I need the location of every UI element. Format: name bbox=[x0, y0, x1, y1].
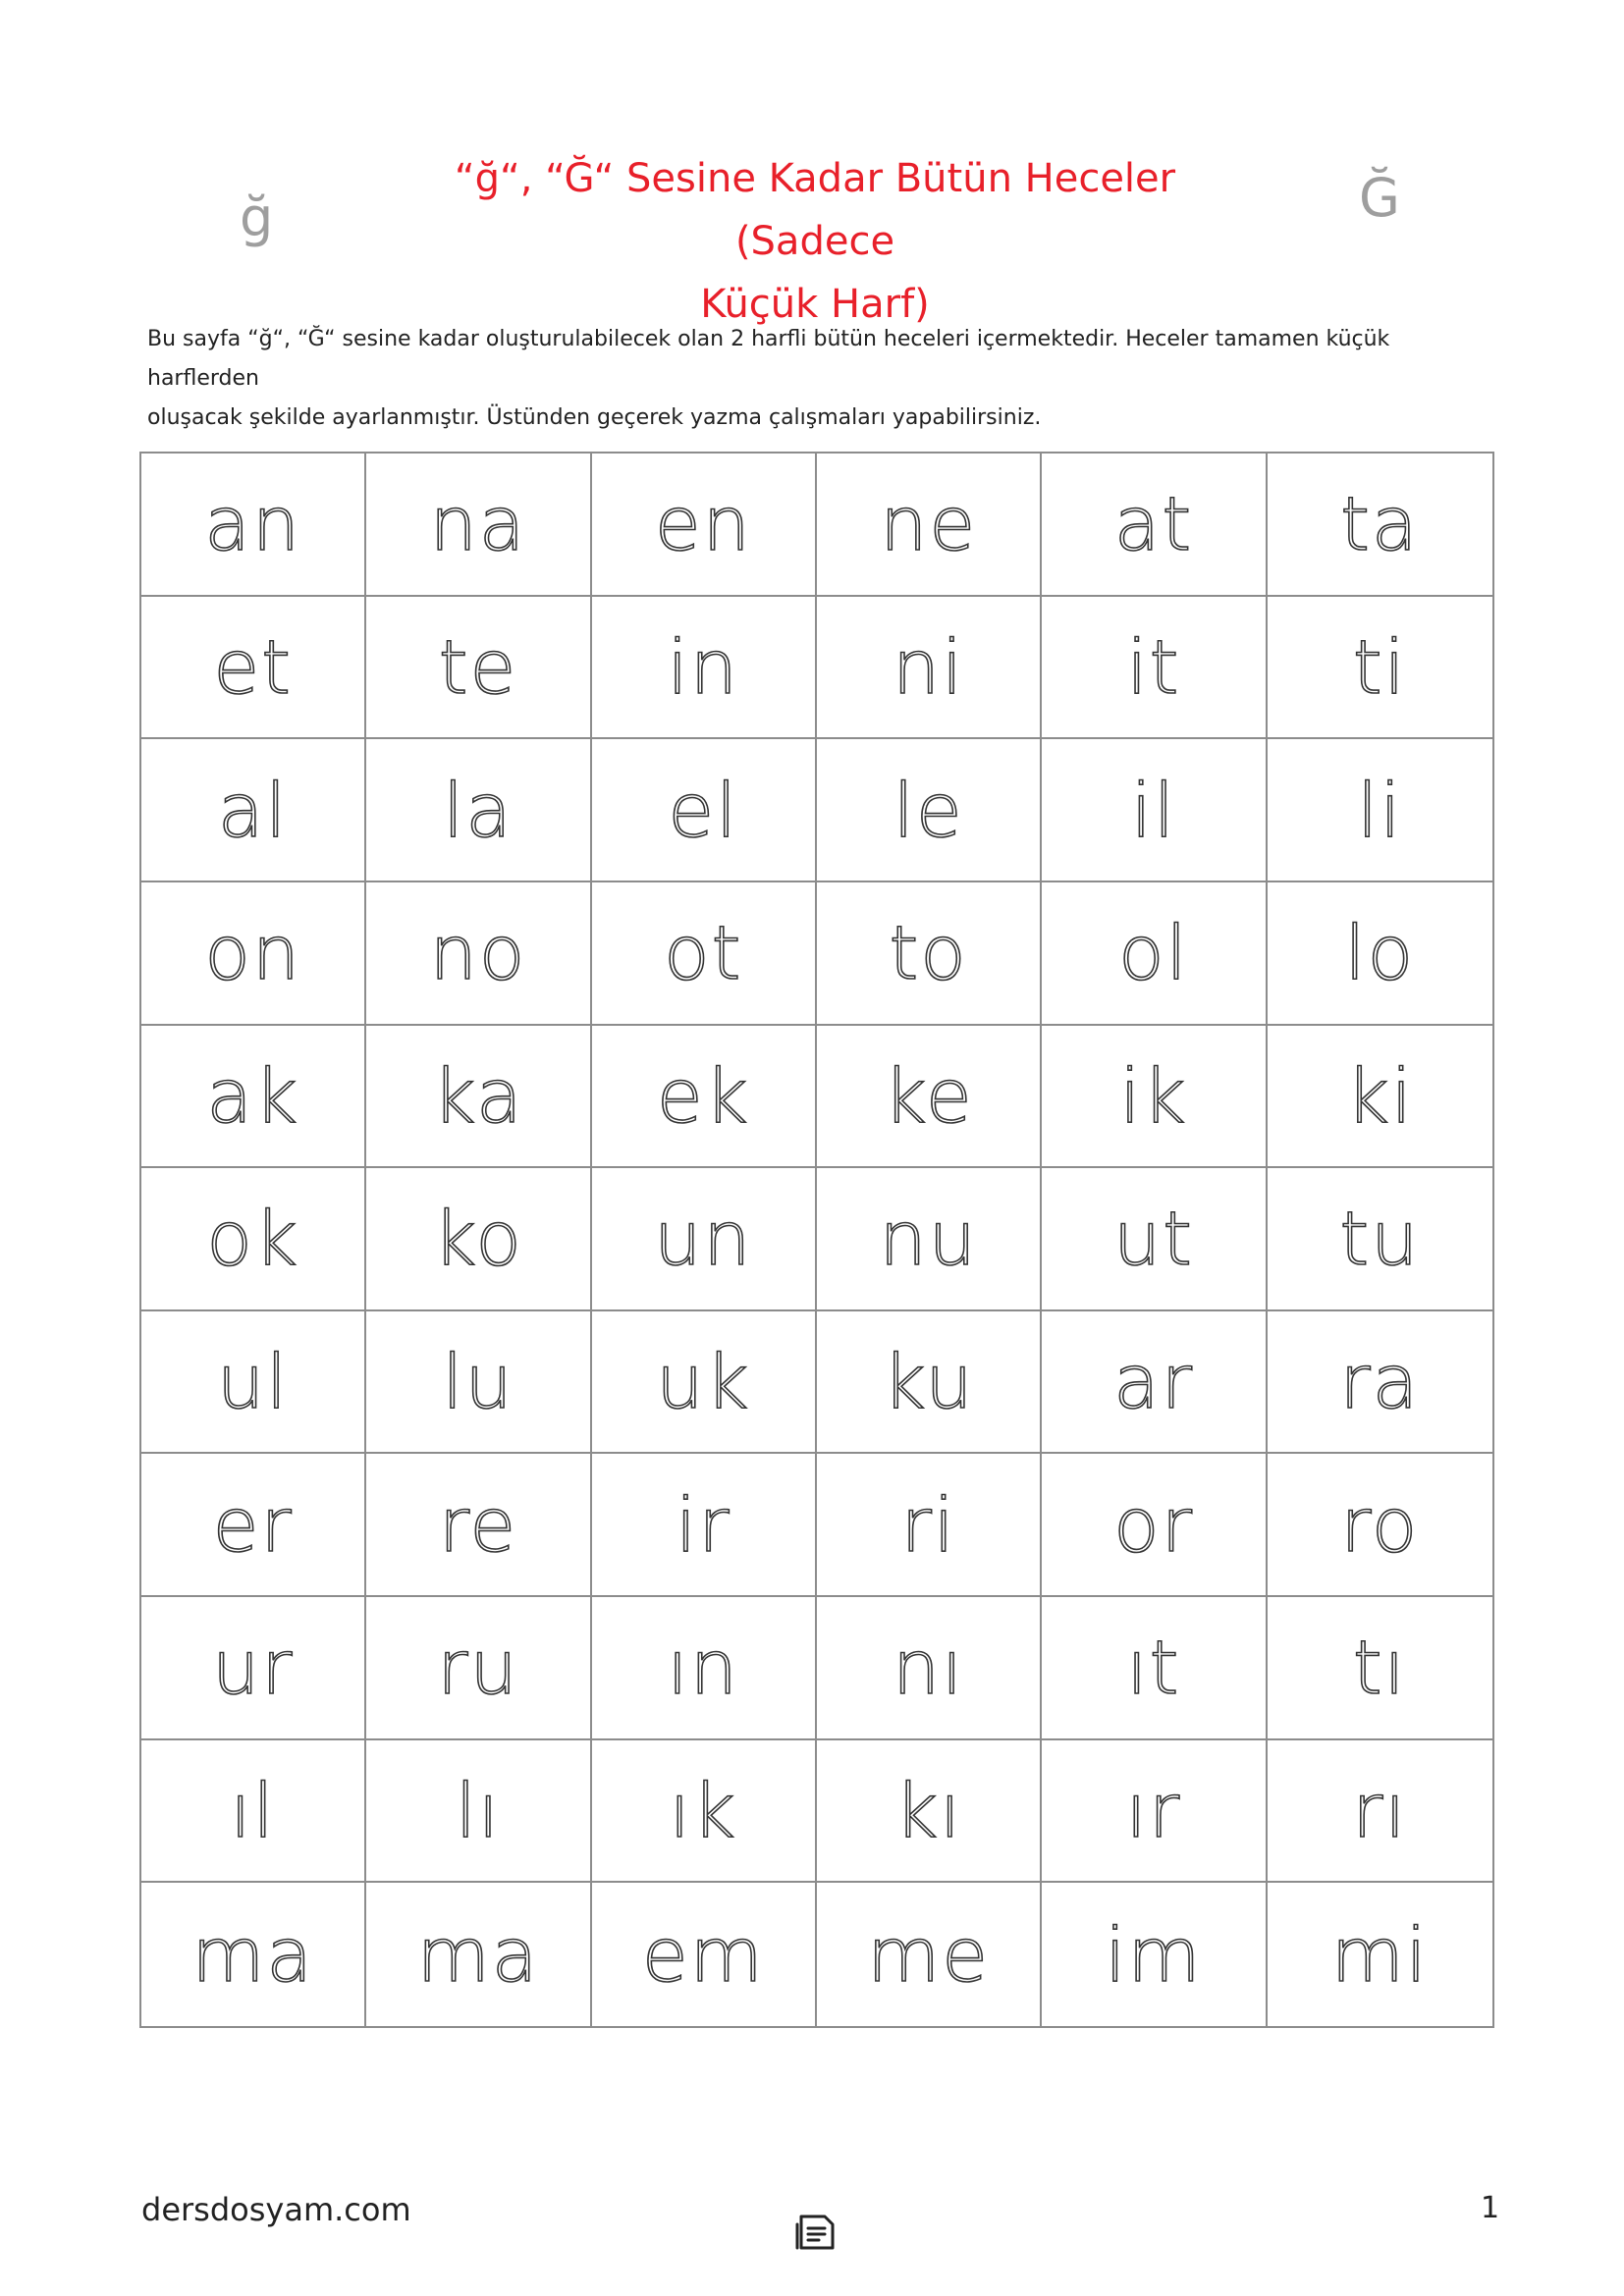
grid-cell bbox=[141, 1311, 366, 1455]
syllable-text: ma bbox=[191, 1910, 314, 1999]
grid-cell bbox=[1268, 1454, 1492, 1597]
syllable-text: lo bbox=[1344, 909, 1416, 997]
syllable-text: no bbox=[429, 909, 527, 997]
corner-letter-left: ğ bbox=[240, 187, 274, 248]
page-title bbox=[373, 147, 1257, 336]
grid-cell bbox=[592, 1026, 817, 1169]
syllable-text: ik bbox=[1119, 1051, 1188, 1140]
grid-cell bbox=[592, 597, 817, 740]
syllable-text: ur bbox=[211, 1624, 295, 1712]
grid-cell bbox=[817, 1168, 1042, 1311]
syllable-text: nu bbox=[879, 1195, 978, 1283]
grid-cell bbox=[141, 882, 366, 1026]
grid-cell bbox=[1268, 1026, 1492, 1169]
syllable-text: el bbox=[668, 766, 739, 854]
grid-cell bbox=[366, 1740, 591, 1884]
syllable-text: mi bbox=[1330, 1910, 1429, 1999]
description-line-1: Bu sayfa “ğ“, “Ğ“ sesine kadar oluşturulabilecek olan 2 harfli bütün heceleri içermektedir. Heceler tamamen küçük harflerden bbox=[147, 327, 1390, 391]
grid-cell bbox=[366, 739, 591, 882]
page-number: 1 bbox=[1481, 2191, 1500, 2225]
grid-cell bbox=[1042, 1883, 1267, 2026]
syllable-text: ma bbox=[416, 1910, 540, 1999]
syllable-text: ul bbox=[217, 1338, 290, 1426]
grid-cell bbox=[817, 1026, 1042, 1169]
grid-cell bbox=[1268, 1597, 1492, 1740]
syllable-text: et bbox=[213, 622, 293, 711]
grid-cell bbox=[817, 1597, 1042, 1740]
grid-cell bbox=[592, 1168, 817, 1311]
grid-cell bbox=[141, 597, 366, 740]
syllable-text: ot bbox=[664, 909, 743, 997]
syllable-text: ak bbox=[206, 1051, 299, 1140]
syllable-text: al bbox=[217, 766, 289, 854]
grid-cell bbox=[366, 597, 591, 740]
syllable-text: ık bbox=[669, 1767, 737, 1855]
syllable-text: ke bbox=[883, 1051, 974, 1140]
grid-cell bbox=[817, 597, 1042, 740]
grid-cell bbox=[817, 882, 1042, 1026]
grid-cell bbox=[1042, 1597, 1267, 1740]
grid-cell bbox=[1042, 739, 1267, 882]
syllable-text: ın bbox=[667, 1624, 739, 1712]
grid-cell bbox=[817, 1883, 1042, 2026]
syllable-text: ne bbox=[880, 480, 978, 568]
grid-cell bbox=[1042, 1026, 1267, 1169]
grid-cell bbox=[1268, 597, 1492, 740]
grid-cell bbox=[141, 1454, 366, 1597]
grid-cell bbox=[592, 454, 817, 597]
grid-cell bbox=[817, 454, 1042, 597]
syllable-text: ıl bbox=[230, 1767, 276, 1855]
grid-cell bbox=[592, 1883, 817, 2026]
grid-cell bbox=[592, 739, 817, 882]
syllable-text: ıt bbox=[1126, 1624, 1181, 1712]
grid-cell bbox=[817, 1740, 1042, 1884]
syllable-text: ır bbox=[1125, 1767, 1182, 1855]
syllable-text: ri bbox=[900, 1480, 956, 1569]
syllable-text: li bbox=[1357, 766, 1403, 854]
syllable-text: ka bbox=[432, 1051, 524, 1140]
syllable-text: in bbox=[667, 622, 739, 711]
grid-cell bbox=[366, 882, 591, 1026]
grid-cell bbox=[1042, 454, 1267, 597]
syllable-text: ni bbox=[893, 622, 965, 711]
syllable-text: im bbox=[1105, 1910, 1203, 1999]
grid-cell bbox=[141, 739, 366, 882]
corner-letter-right: Ğ bbox=[1359, 167, 1400, 229]
syllable-text: na bbox=[429, 480, 527, 568]
grid-cell bbox=[817, 1454, 1042, 1597]
grid-cell bbox=[141, 454, 366, 597]
grid-cell bbox=[141, 1026, 366, 1169]
syllable-text: on bbox=[204, 909, 301, 997]
syllable-text: ar bbox=[1113, 1338, 1194, 1426]
grid-cell bbox=[592, 1311, 817, 1455]
syllable-text: il bbox=[1130, 766, 1177, 854]
syllable-text: un bbox=[654, 1195, 753, 1283]
syllable-text: re bbox=[438, 1480, 518, 1569]
syllable-text: ti bbox=[1352, 622, 1407, 711]
syllable-text: ol bbox=[1118, 909, 1189, 997]
grid-cell bbox=[592, 1454, 817, 1597]
grid-cell bbox=[592, 1597, 817, 1740]
syllable-text: ir bbox=[676, 1480, 731, 1569]
grid-cell bbox=[1042, 1740, 1267, 1884]
grid-cell bbox=[1268, 1311, 1492, 1455]
grid-cell bbox=[1268, 454, 1492, 597]
grid-cell bbox=[366, 454, 591, 597]
syllable-text: or bbox=[1113, 1480, 1194, 1569]
grid-cell bbox=[141, 1597, 366, 1740]
grid-cell bbox=[817, 1311, 1042, 1455]
syllable-text: kı bbox=[894, 1767, 963, 1855]
syllable-text: ok bbox=[206, 1195, 299, 1283]
syllable-text: it bbox=[1126, 622, 1181, 711]
syllable-text: ru bbox=[437, 1624, 519, 1712]
title-line-1: “ğ“, “Ğ“ Sesine Kadar Bütün Heceler (Sadece bbox=[454, 156, 1176, 264]
document-lines-icon bbox=[793, 2213, 837, 2252]
grid-cell bbox=[592, 882, 817, 1026]
syllable-text: te bbox=[438, 622, 518, 711]
title-line-2: Küçük Harf) bbox=[700, 282, 930, 327]
syllable-text: ki bbox=[1345, 1051, 1414, 1140]
grid-cell bbox=[1268, 1740, 1492, 1884]
grid-cell bbox=[141, 1168, 366, 1311]
syllable-text: lu bbox=[442, 1338, 514, 1426]
syllable-text: ro bbox=[1340, 1480, 1420, 1569]
syllable-text: me bbox=[867, 1910, 991, 1999]
grid-cell bbox=[1268, 1168, 1492, 1311]
syllable-text: uk bbox=[656, 1338, 751, 1426]
grid-cell bbox=[141, 1740, 366, 1884]
grid-cell bbox=[817, 739, 1042, 882]
syllable-text: ra bbox=[1339, 1338, 1421, 1426]
grid-cell bbox=[592, 1740, 817, 1884]
syllable-text: at bbox=[1113, 480, 1194, 568]
grid-cell bbox=[1268, 882, 1492, 1026]
grid-cell bbox=[1268, 739, 1492, 882]
syllable-text: en bbox=[654, 480, 752, 568]
description bbox=[147, 320, 1453, 438]
footer-site: dersdosyam.com bbox=[141, 2191, 411, 2228]
grid-cell bbox=[366, 1883, 591, 2026]
grid-cell bbox=[1042, 597, 1267, 740]
syllable-text: to bbox=[889, 909, 968, 997]
grid-cell bbox=[1268, 1883, 1492, 2026]
syllable-text: rı bbox=[1352, 1767, 1408, 1855]
grid-cell bbox=[1042, 1454, 1267, 1597]
syllable-text: ko bbox=[433, 1195, 523, 1283]
syllable-text: le bbox=[893, 766, 964, 854]
syllable-text: ta bbox=[1340, 480, 1420, 568]
syllable-text: an bbox=[204, 480, 302, 568]
syllable-text: tu bbox=[1339, 1195, 1421, 1283]
grid-cell bbox=[366, 1168, 591, 1311]
grid-cell bbox=[141, 1883, 366, 2026]
syllable-text: tı bbox=[1352, 1624, 1407, 1712]
syllable-text: ku bbox=[882, 1338, 975, 1426]
syllable-text: lı bbox=[455, 1767, 502, 1855]
syllable-text: ut bbox=[1113, 1195, 1194, 1283]
grid-cell bbox=[1042, 1168, 1267, 1311]
syllable-text: la bbox=[443, 766, 514, 854]
grid-cell bbox=[1042, 1311, 1267, 1455]
grid-cell bbox=[366, 1597, 591, 1740]
description-line-2: oluşacak şekilde ayarlanmıştır. Üstünden geçerek yazma çalışmaları yapabilirsiniz. bbox=[147, 405, 1042, 430]
grid-cell bbox=[366, 1454, 591, 1597]
syllable-grid bbox=[139, 452, 1494, 2028]
grid-cell bbox=[366, 1311, 591, 1455]
syllable-text: em bbox=[641, 1910, 765, 1999]
syllable-text: ek bbox=[656, 1051, 750, 1140]
grid-cell bbox=[366, 1026, 591, 1169]
syllable-text: nı bbox=[893, 1624, 965, 1712]
grid-cell bbox=[1042, 882, 1267, 1026]
syllable-text: er bbox=[212, 1480, 294, 1569]
